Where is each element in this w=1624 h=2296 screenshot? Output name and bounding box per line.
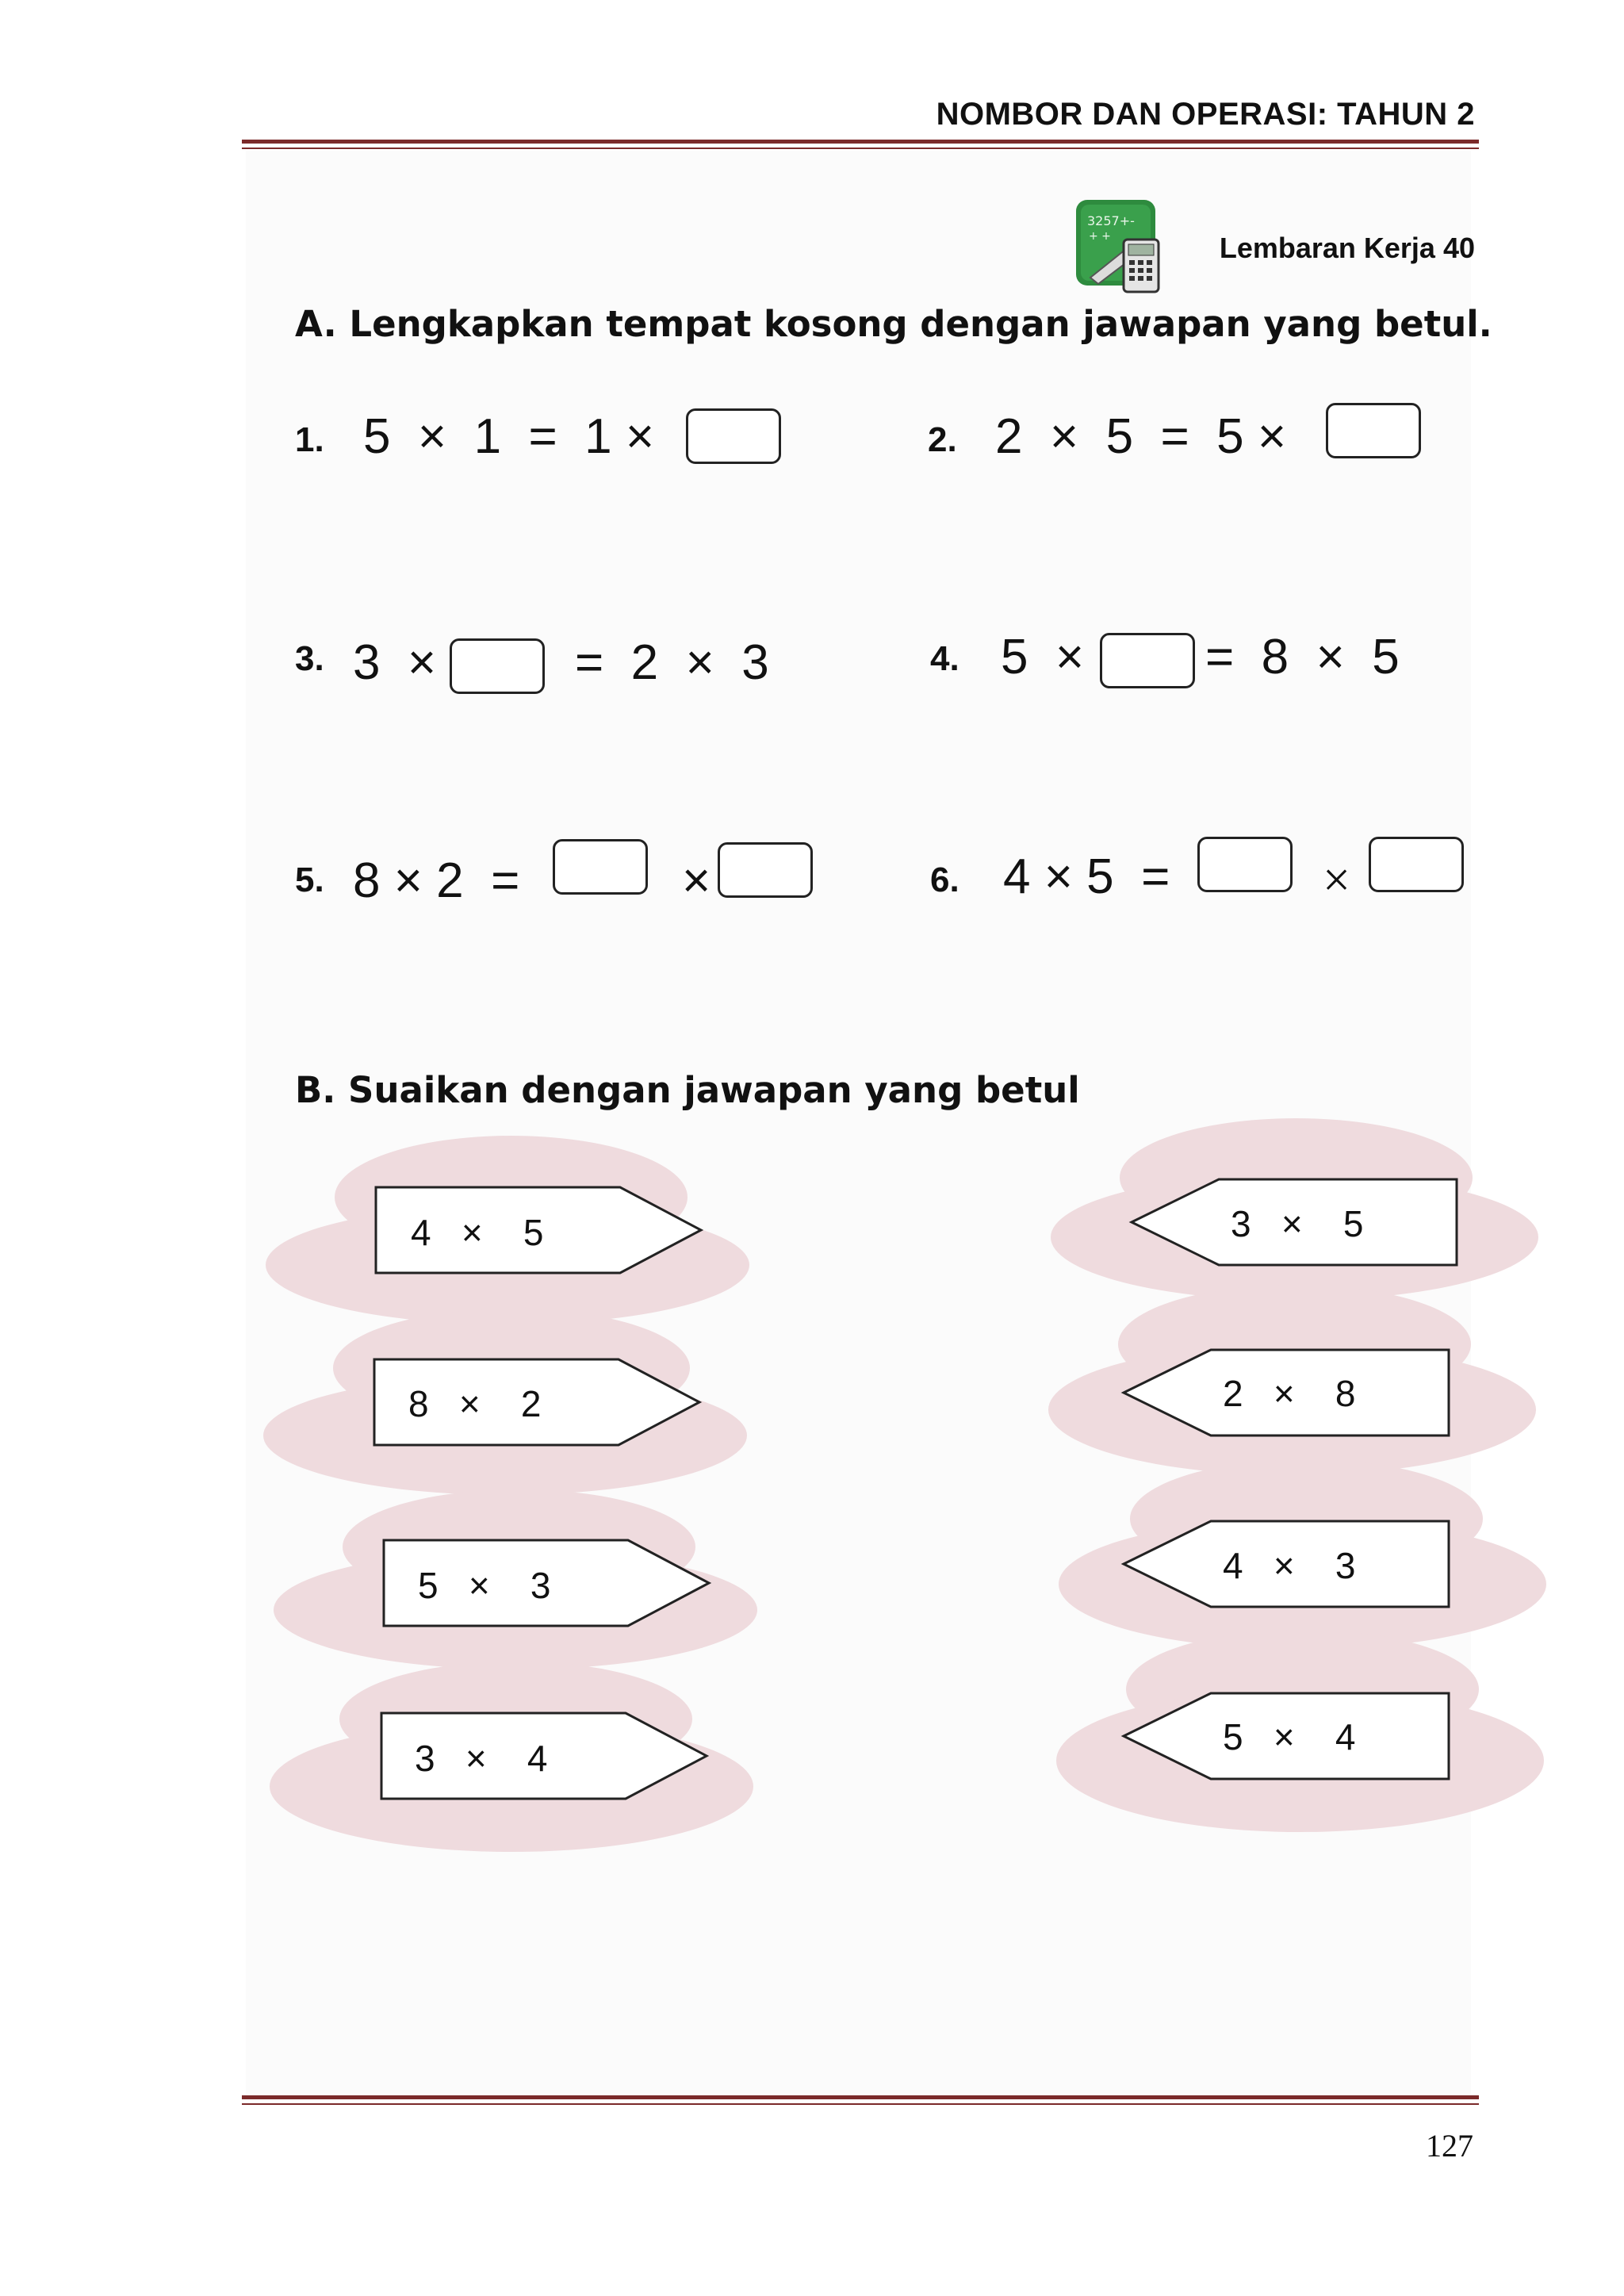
answer-box[interactable] [1100,633,1195,688]
equation-text: = 8 × 5 [1205,630,1400,684]
left-tag-label: 5 × 3 [418,1565,551,1606]
equation-text: 2 × 5 = 5 × [995,409,1287,464]
question-number: 3. [295,639,324,678]
question-number: 6. [930,861,959,899]
icon-text: 3257+- [1087,213,1135,228]
section-b-title: B. Suaikan dengan jawapan yang betul [295,1069,1080,1111]
answer-box[interactable] [1369,837,1464,892]
question-number: 5. [295,861,324,899]
worksheet-label: Lembaran Kerja 40 [1219,232,1475,264]
right-tag-label: 5 × 4 [1223,1716,1356,1757]
equation-text: 5 × [1001,630,1085,684]
answer-box[interactable] [1326,403,1421,458]
question-number: 1. [295,420,324,459]
answer-box[interactable] [686,408,781,464]
equation-text: 5 × 1 = 1 × [363,409,655,464]
footer-rule [242,2095,1479,2099]
answer-box[interactable] [1197,837,1293,892]
equation-text: 3 × [353,635,437,690]
equation-text: 4 × 5 = [1003,849,1170,904]
question-number: 2. [928,420,957,459]
header-rule [242,140,1479,144]
header-rule-thin [242,148,1479,149]
equation-text: × [682,853,711,908]
equation-text: 8 × 2 = [353,853,520,908]
answer-box[interactable] [553,839,648,895]
left-tag-label: 4 × 5 [411,1212,544,1253]
answer-box[interactable] [450,638,545,694]
page-number: 127 [1426,2128,1473,2164]
section-a-title: A. Lengkapkan tempat kosong dengan jawapan yang betul. [295,303,1492,345]
header-title: NOMBOR DAN OPERASI: TAHUN 2 [936,97,1475,132]
calculator-chalkboard-icon [1074,198,1170,297]
svg-text:+ +: + + [1089,230,1111,243]
footer-rule-thin [242,2103,1479,2105]
equation-text: = 2 × 3 [575,635,769,690]
right-tag-label: 3 × 5 [1231,1203,1364,1244]
left-tag-label: 3 × 4 [415,1738,548,1779]
right-tag-label: 2 × 8 [1223,1373,1356,1414]
right-tag-label: 4 × 3 [1223,1545,1356,1586]
question-number: 4. [930,639,959,678]
left-tag-label: 8 × 2 [408,1383,542,1424]
equation-text: × [1323,853,1350,907]
answer-box[interactable] [718,842,813,898]
